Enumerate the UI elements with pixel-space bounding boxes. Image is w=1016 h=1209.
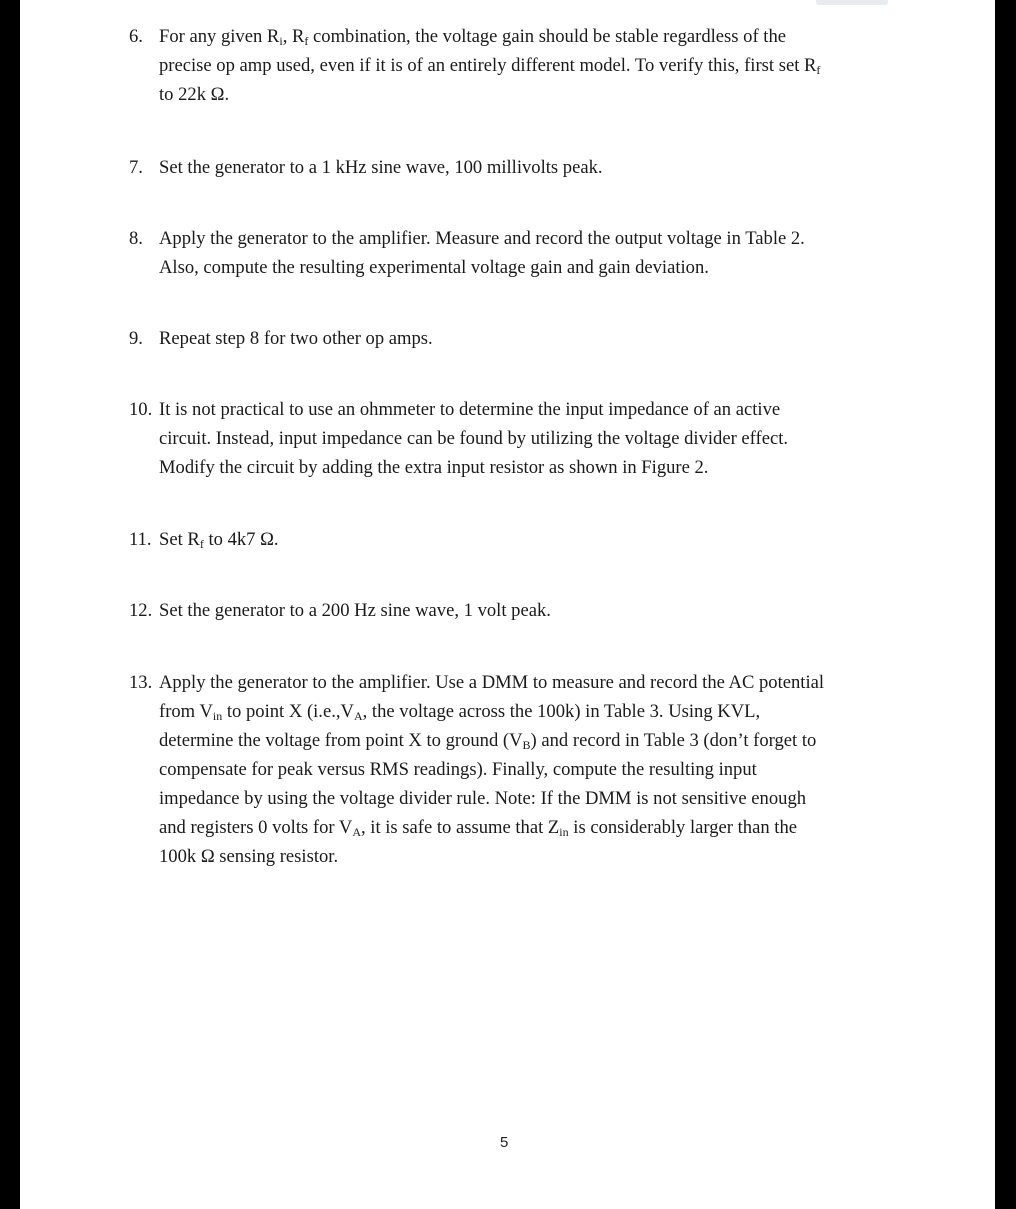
text-run: circuit. Instead, input impedance can be found by utilizing the voltage divider effect. [159, 428, 789, 449]
text-run: 100k Ω sensing resistor. [159, 846, 339, 867]
text-run: Set the generator to a 1 kHz sine wave, 100 millivolts peak. [159, 157, 603, 178]
step-text [159, 324, 899, 353]
step-number: 13. [129, 672, 153, 693]
text-line [159, 525, 899, 554]
text-line [159, 253, 899, 282]
text-run: to 22k Ω. [159, 84, 230, 105]
step-text [159, 668, 899, 871]
text-run: is considerably larger than the [568, 817, 798, 838]
step-number: 8. [129, 228, 143, 249]
text-line [159, 726, 899, 755]
text-line [159, 22, 899, 51]
page-number: 5 [500, 1134, 509, 1151]
text-run: ) and record in Table 3 (don’t forget to [530, 730, 817, 751]
text-line [159, 80, 899, 109]
text-run: and registers 0 volts for V [159, 817, 353, 838]
subscript: f [199, 537, 204, 551]
text-line [159, 668, 899, 697]
text-line [159, 784, 899, 813]
text-run: combination, the voltage gain should be stable regardless of the [308, 26, 787, 47]
subscript: i [279, 34, 283, 48]
document-page [20, 0, 995, 1209]
subscript: B [522, 738, 531, 752]
text-line [159, 842, 899, 871]
step-number: 9. [129, 328, 143, 349]
step-text [159, 525, 899, 554]
text-run: Set the generator to a 200 Hz sine wave, 1 volt peak. [159, 600, 551, 621]
step-text [159, 395, 899, 482]
text-line [159, 51, 899, 80]
text-line [159, 813, 899, 842]
text-run: Repeat step 8 for two other op amps. [159, 328, 433, 349]
text-line [159, 697, 899, 726]
text-run: to 4k7 Ω. [203, 529, 279, 550]
step-number: 7. [129, 157, 143, 178]
text-line [159, 153, 899, 182]
step-number: 10. [129, 399, 153, 420]
subscript: f [816, 63, 821, 77]
step-text [159, 22, 899, 109]
top-edge-artifact [816, 0, 888, 5]
text-line [159, 453, 899, 482]
subscript: f [304, 34, 309, 48]
subscript: in [559, 825, 569, 839]
text-run: It is not practical to use an ohmmeter to determine the input impedance of an active [159, 399, 781, 420]
subscript: A [353, 709, 363, 723]
step-number: 12. [129, 600, 153, 621]
step-text [159, 224, 899, 282]
text-run: from V [159, 701, 213, 722]
text-run: Set R [159, 529, 200, 550]
step-number: 6. [129, 26, 143, 47]
text-line [159, 755, 899, 784]
step-text [159, 596, 899, 625]
text-run: impedance by using the voltage divider rule. Note: If the DMM is not sensitive enough [159, 788, 807, 809]
text-line [159, 424, 899, 453]
text-line [159, 224, 899, 253]
text-line [159, 395, 899, 424]
step-number: 11. [129, 529, 152, 550]
text-run: to point X (i.e.,V [222, 701, 354, 722]
subscript: A [352, 825, 361, 839]
text-run: For any given R [159, 26, 280, 47]
text-run: Apply the generator to the amplifier. Use a DMM to measure and record the AC potential [159, 672, 825, 693]
text-run: Apply the generator to the amplifier. Measure and record the output voltage in Table 2. [159, 228, 805, 249]
text-run: , the voltage across the 100k) in Table 3. Using KVL, [362, 701, 761, 722]
subscript: in [212, 709, 223, 723]
text-run: determine the voltage from point X to ground (V [159, 730, 523, 751]
text-line [159, 324, 899, 353]
text-line [159, 596, 899, 625]
text-run: , it is safe to assume that Z [360, 817, 560, 838]
step-text [159, 153, 899, 182]
text-run: Also, compute the resulting experimental voltage gain and gain deviation. [159, 257, 709, 278]
text-run: , R [282, 26, 305, 47]
text-run: Modify the circuit by adding the extra input resistor as shown in Figure 2. [159, 457, 709, 478]
text-run: compensate for peak versus RMS readings). Finally, compute the resulting input [159, 759, 757, 780]
text-run: precise op amp used, even if it is of an entirely different model. To verify this, first set R [159, 55, 817, 76]
